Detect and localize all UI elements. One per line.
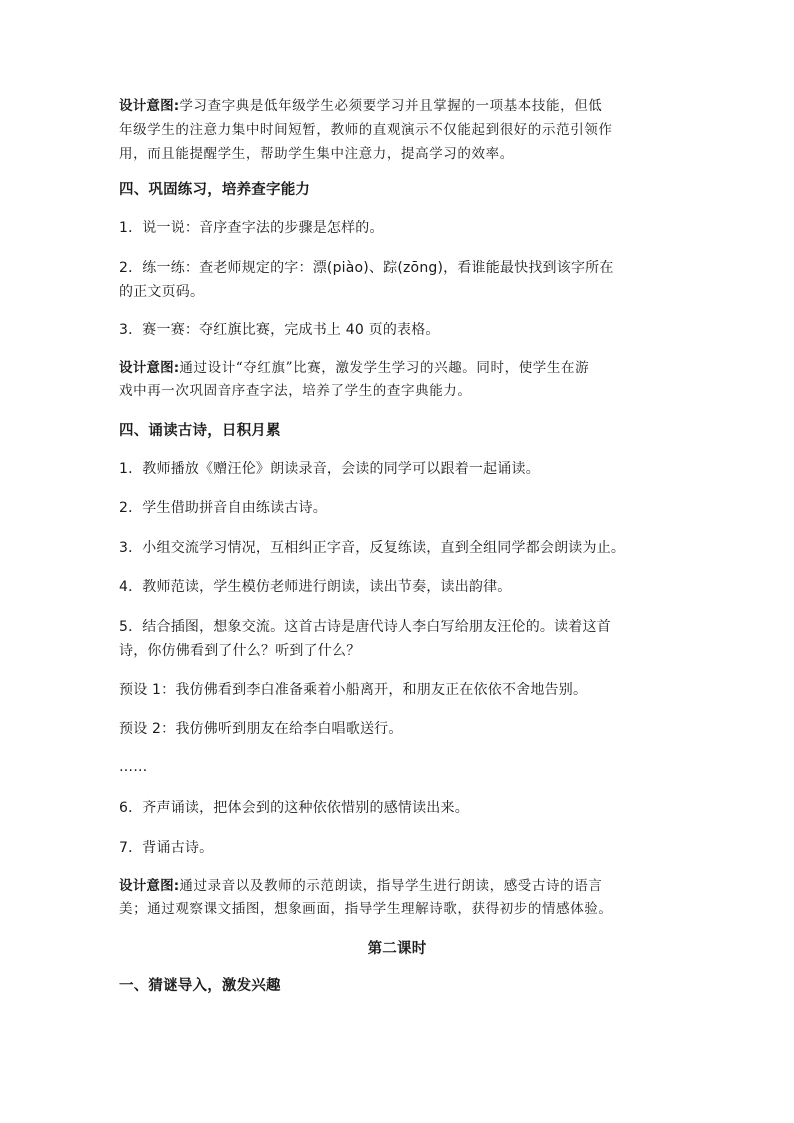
list-item: 1．说一说：音序查字法的步骤是怎样的。 [119,220,384,236]
section-heading-riddle: 一、猜谜导入，激发兴趣 [119,978,281,994]
list-item-continuation: 的正文页码。 [119,284,205,300]
section-heading-consolidation: 四、巩固练习，培养查字能力 [119,182,311,198]
design-intent-label: 设计意图: [119,98,180,114]
lesson-title: 第二课时 [367,941,427,957]
preset-answer: 预设 1：我仿佛看到李白准备乘着小船离开，和朋友正在依依不舍地告别。 [119,682,588,698]
design-intent-text: 通过设计“夺红旗”比赛，激发学生学习的兴趣。同时，使学生在游 [179,360,590,376]
list-item: 3．小组交流学习情况，互相纠正字音，反复练读，直到全组同学都会朗读为止。 [119,540,626,556]
design-intent-text: 通过录音以及教师的示范朗读，指导学生进行朗读，感受古诗的语言 [179,878,603,894]
list-item: 7．背诵古诗。 [119,840,214,856]
list-item-continuation: 诗，你仿佛看到了什么？听到了什么？ [119,643,361,659]
paragraph-line: 年级学生的注意力集中时间短暂，教师的直观演示不仅能起到很好的示范引领作 [119,122,613,138]
paragraph-line: 美；通过观察课文插图，想象画面，指导学生理解诗歌，获得初步的情感体验。 [119,901,613,917]
list-item: 2．练一练：查老师规定的字：漂(piào)、踪(zōng)，看谁能最快找到该字所在 [119,260,614,276]
list-item: 3．赛一赛：夺红旗比赛，完成书上 40 页的表格。 [119,322,440,338]
section-heading-poetry: 四、诵读古诗，日积月累 [119,423,281,439]
paragraph-line: 戏中再一次巩固音序查字法，培养了学生的查字典能力。 [119,383,472,399]
preset-answer: 预设 2：我仿佛听到朋友在给李白唱歌送行。 [119,721,403,737]
design-intent-text: 学习查字典是低年级学生必须要学习并且掌握的一项基本技能，但低 [179,98,603,114]
design-intent-paragraph-1 [119,96,679,117]
design-intent-label: 设计意图: [119,878,180,894]
list-item: 6．齐声诵读，把体会到的这种依依惜别的感情读出来。 [119,800,469,816]
design-intent-paragraph-3 [119,876,679,897]
design-intent-paragraph-2 [119,358,679,379]
paragraph-line: 用，而且能提醒学生，帮助学生集中注意力，提高学习的效率。 [119,146,514,162]
list-item: 1．教师播放《赠汪伦》朗读录音，会读的同学可以跟着一起诵读。 [119,461,540,477]
list-item: 2．学生借助拼音自由练读古诗。 [119,500,327,516]
design-intent-label: 设计意图: [119,360,180,376]
ellipsis: …… [119,759,148,775]
list-item: 4．教师范读，学生模仿老师进行朗读，读出节奏，读出韵律。 [119,579,512,595]
list-item: 5．结合插图，想象交流。这首古诗是唐代诗人李白写给朋友汪伦的。读着这首 [119,619,611,635]
